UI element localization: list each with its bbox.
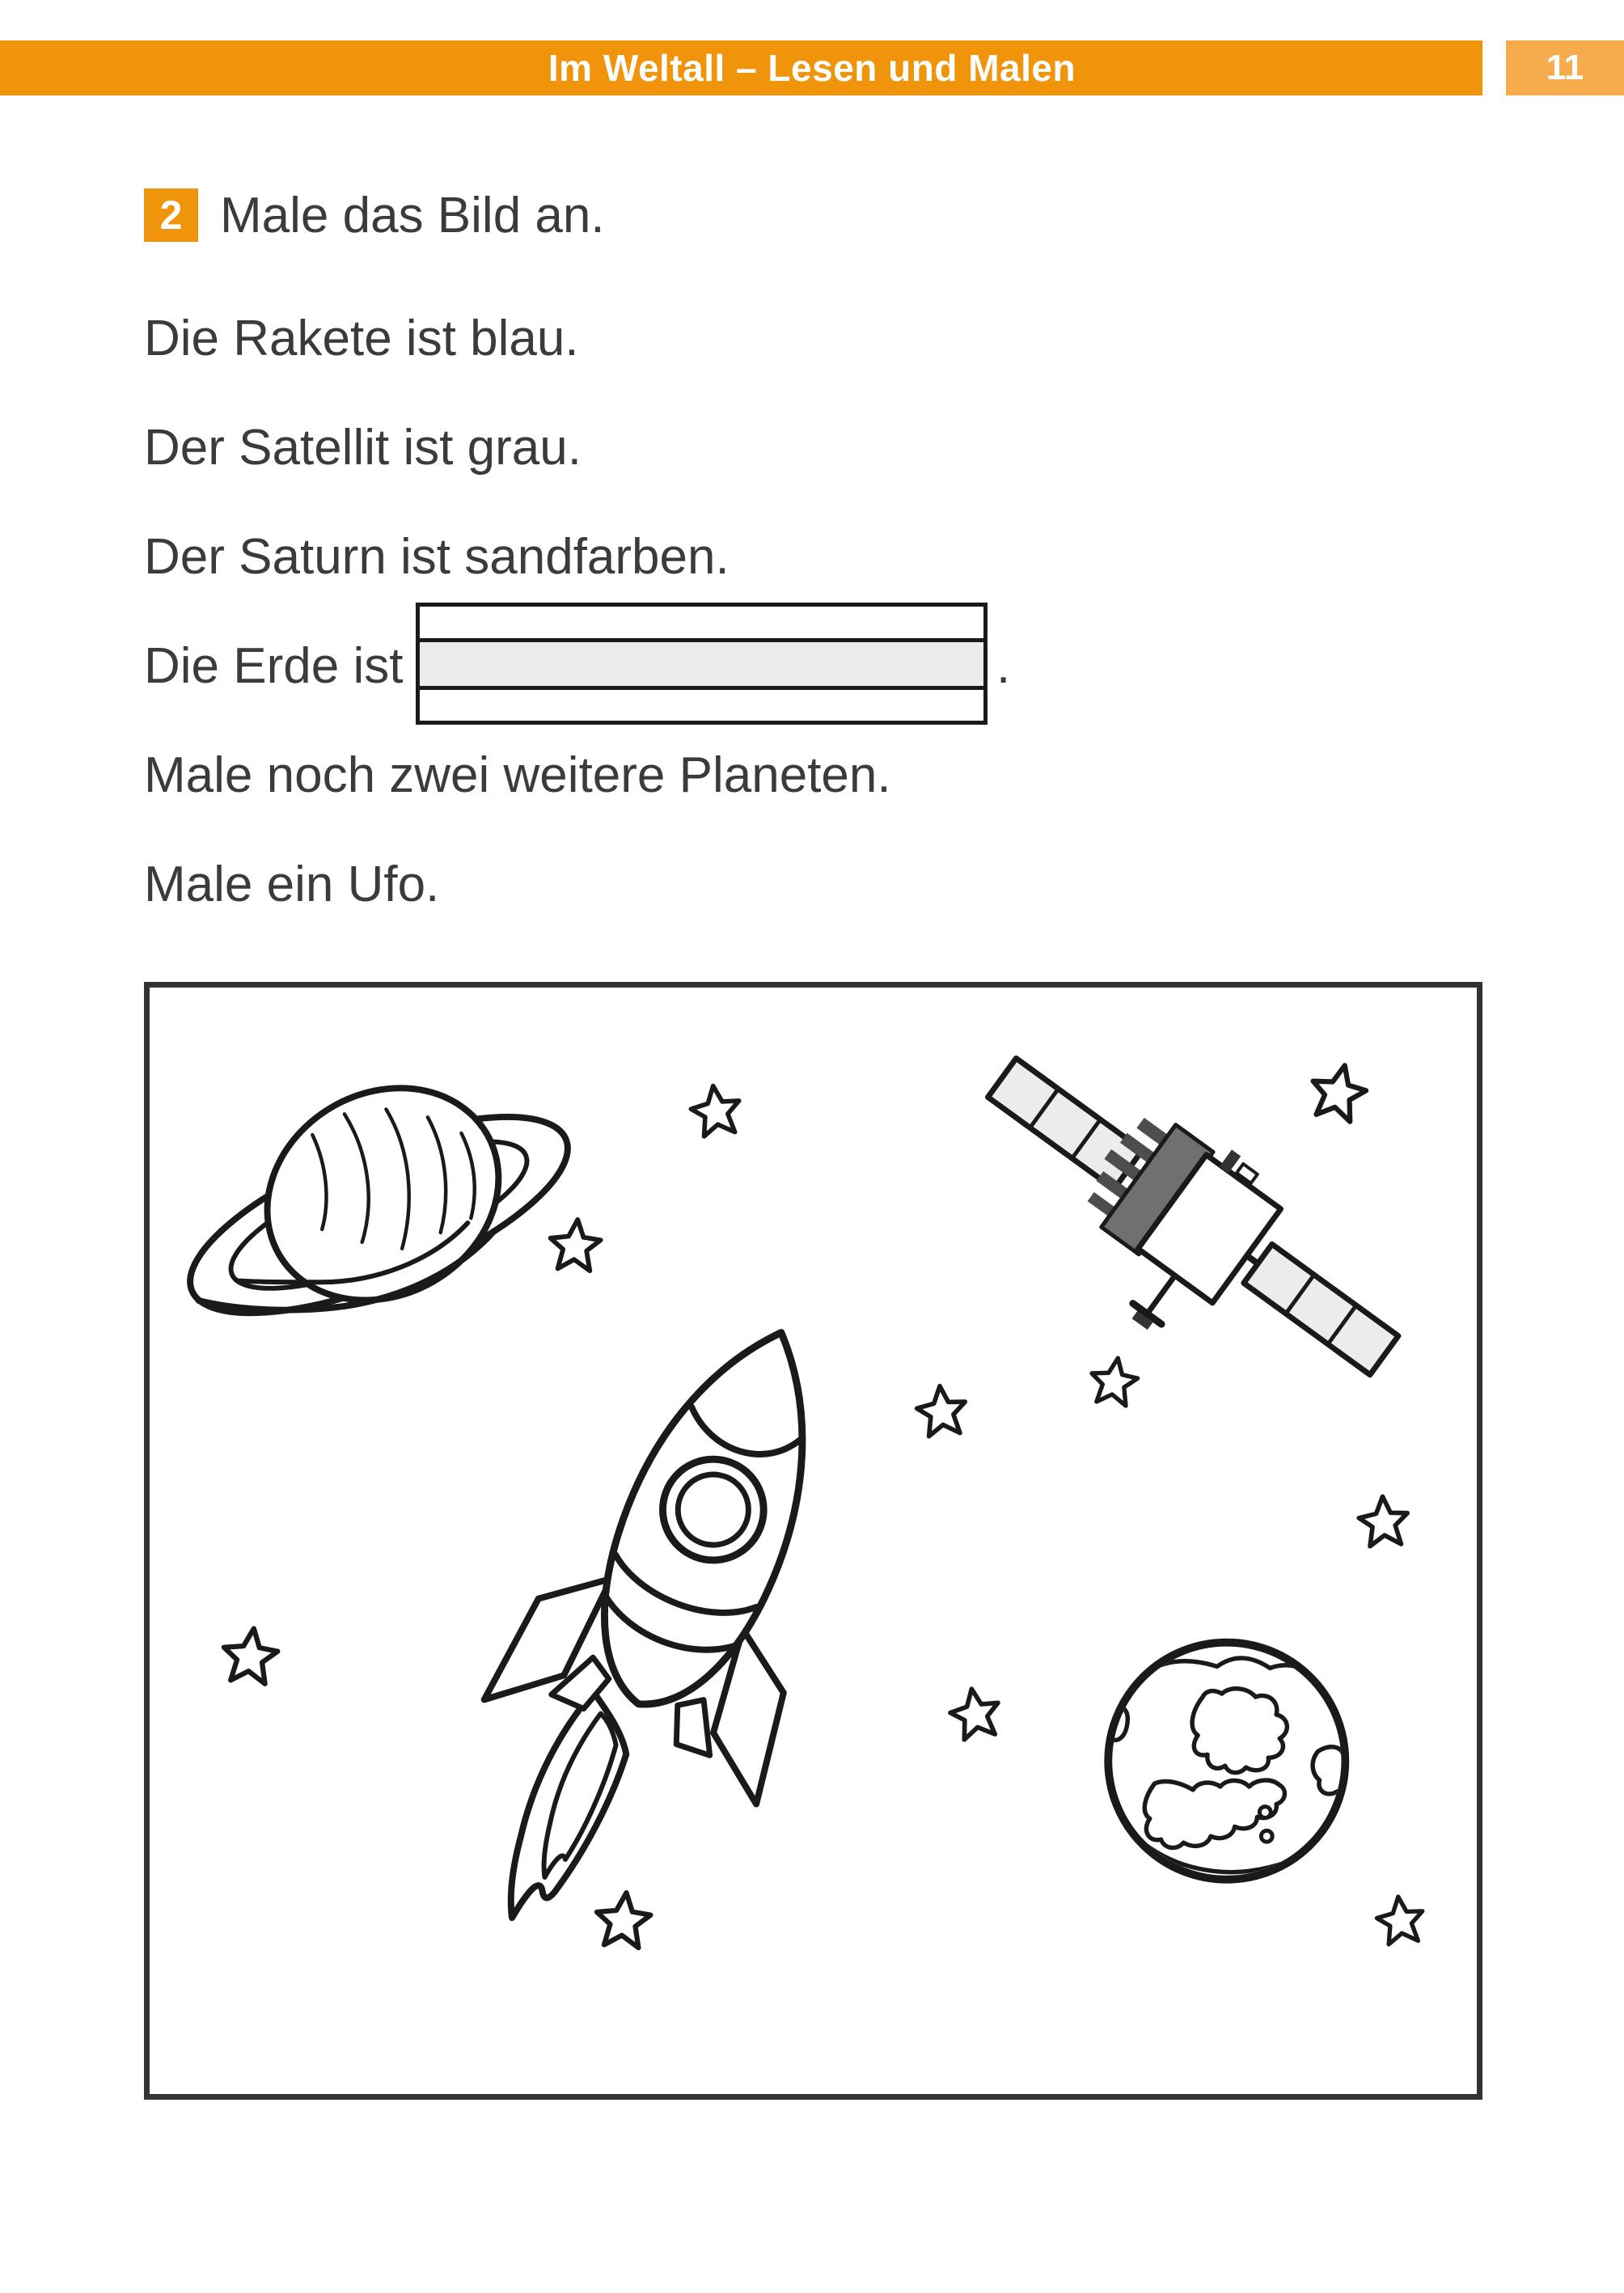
answer-blank-bottom-row	[420, 690, 983, 721]
star-icon	[688, 1083, 743, 1138]
coloring-picture-frame[interactable]	[144, 982, 1482, 2100]
task-instruction: Male das Bild an.	[220, 188, 605, 243]
answer-blank-writing-band[interactable]	[420, 638, 983, 690]
answer-blank-top-row	[420, 607, 983, 638]
star-icon	[548, 1218, 602, 1271]
star-icon	[221, 1626, 280, 1685]
star-icon	[1088, 1355, 1140, 1407]
rocket-drawing	[415, 1280, 917, 1985]
sentence-erde-period: .	[996, 638, 1011, 694]
sentence-planeten: Male noch zwei weitere Planeten.	[144, 747, 891, 803]
sentence-ufo: Male ein Ufo.	[144, 857, 440, 912]
star-icon	[594, 1890, 653, 1948]
sentence-satellit: Der Satellit ist grau.	[144, 420, 582, 476]
page-number-badge: 11	[1506, 40, 1624, 95]
task-number-badge: 2	[144, 188, 198, 242]
sentence-saturn: Der Saturn ist sandfarben.	[144, 529, 730, 585]
star-icon	[1358, 1495, 1410, 1546]
star-icon	[947, 1685, 1004, 1741]
answer-blank[interactable]	[416, 603, 988, 725]
saturn-drawing	[167, 1047, 591, 1353]
space-scene-drawing	[150, 988, 1477, 2094]
sentence-erde-prefix: Die Erde ist	[144, 638, 404, 694]
satellite-drawing	[933, 1016, 1429, 1452]
star-icon	[1306, 1060, 1370, 1123]
star-icon	[915, 1384, 968, 1437]
sentence-rakete: Die Rakete ist blau.	[144, 311, 579, 366]
star-icon	[1375, 1894, 1427, 1946]
earth-drawing	[1108, 1643, 1355, 1880]
page-header-title: Im Weltall – Lesen und Malen	[548, 47, 1076, 89]
